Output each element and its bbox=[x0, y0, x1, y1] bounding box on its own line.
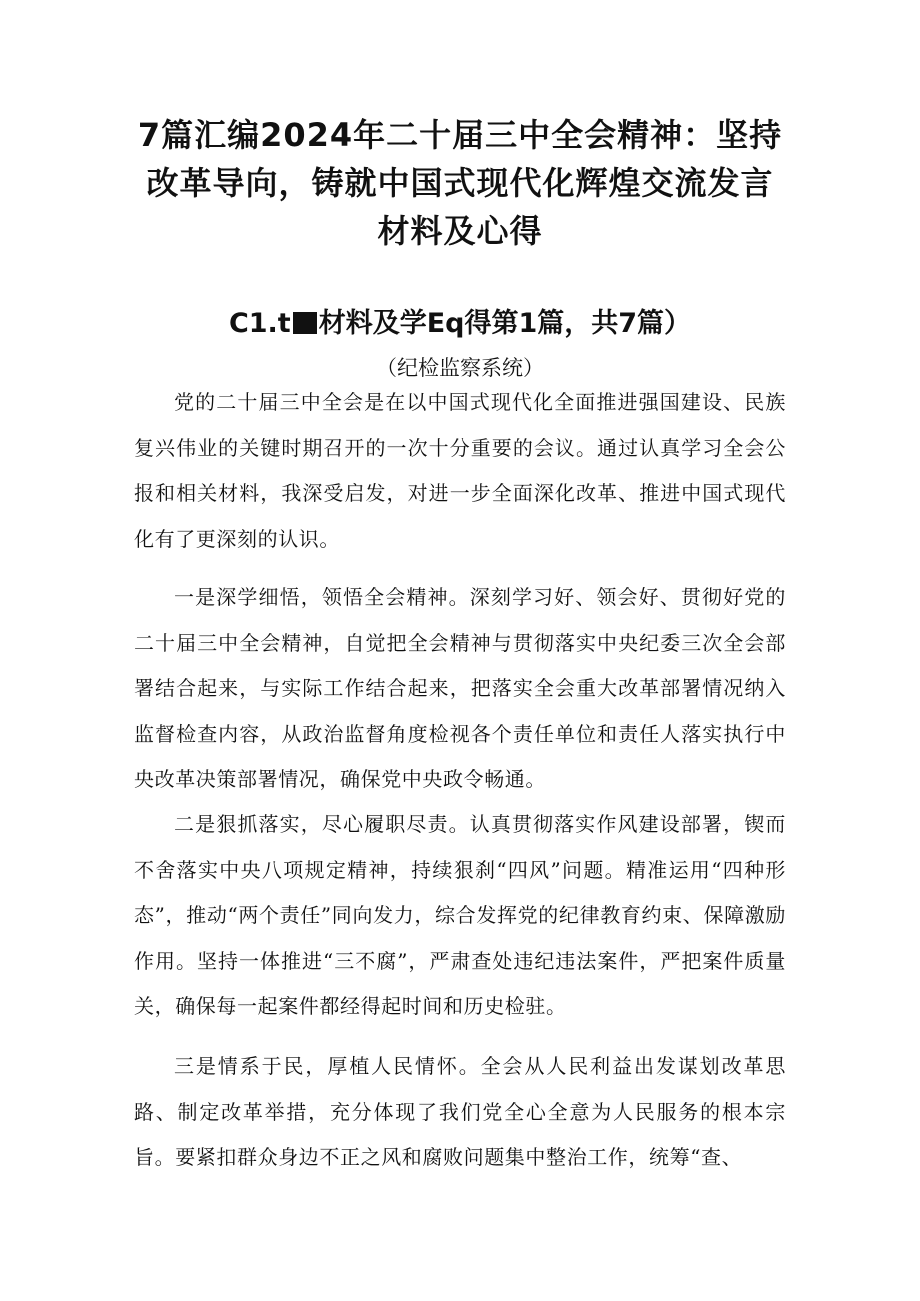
paragraph-intro: 党的二十届三中全会是在以中国式现代化全面推进强国建设、民族复兴伟业的关键时期召开的一次十分重要的会议。通过认真学习全会公报和相关材料，我深受启发，对进一步全面深化改革、推进中国式现代化有了更深刻的认识。 bbox=[134, 390, 786, 551]
document-title-line-2: 改革导向，铸就中国式现代化辉煌交流发言 bbox=[146, 164, 774, 202]
section-heading bbox=[110, 304, 810, 344]
section-heading-text: 材料及学Eq得第1篇，共7篇） bbox=[318, 308, 692, 339]
organization-label: （纪检监察系统） bbox=[376, 356, 544, 380]
section-heading-prefix: C1.t bbox=[228, 308, 291, 339]
document-title-line-1: 7篇汇编2024年二十届三中全会精神：坚持 bbox=[137, 116, 783, 154]
paragraph-point-one: 一是深学细悟，领悟全会精神。深刻学习好、领会好、贯彻好党的二十届三中全会精神，自觉把全会精神与贯彻落实中央纪委三次全会部署结合起来，与实际工作结合起来，把落实全会重大改革部署情况纳入监督检查内容，从政治监督角度检视各个责任单位和责任人落实执行中央改革决策部署情况，确保党中央政令畅通。 bbox=[134, 585, 786, 791]
paragraph-point-three: 三是情系于民，厚植人民情怀。全会从人民利益出发谋划改革思路、制定改革举措，充分体现了我们党全心全意为人民服务的根本宗旨。要紧扣群众身边不正之风和腐败问题集中整治工作，统筹“查、 bbox=[134, 1054, 786, 1169]
document-title-line-3: 材料及心得 bbox=[377, 212, 543, 250]
paragraph-point-two: 二是狠抓落实，尽心履职尽责。认真贯彻落实作风建设部署，锲而不舍落实中央八项规定精神，持续狠刹“四风”问题。精准运用“四种形态”，推动“两个责任”同向发力，综合发挥党的纪律教育约束、保障激励作用。坚持一体推进“三不腐”，严肃查处违纪违法案件，严把案件质量关，确保每一起案件都经得起时间和历史检驻。 bbox=[134, 812, 786, 1018]
redaction-block-icon bbox=[293, 312, 317, 334]
